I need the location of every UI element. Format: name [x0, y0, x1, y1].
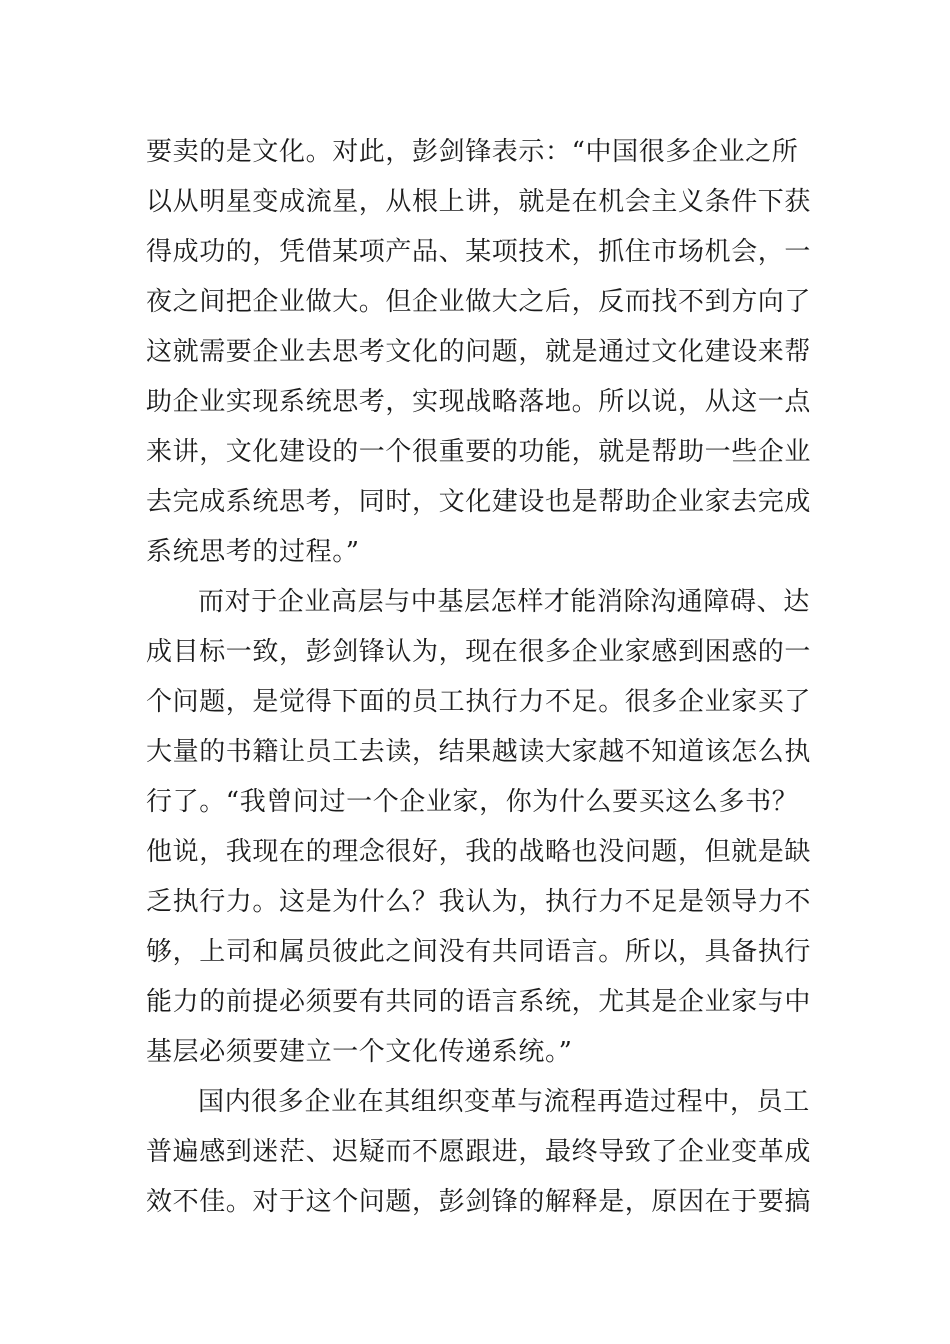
text-line: 成目标一致，彭剑锋认为，现在很多企业家感到困惑的一	[146, 637, 812, 667]
text-line: 够，上司和属员彼此之间没有共同语言。所以，具备执行	[146, 937, 812, 967]
text-line: 要卖的是文化。对此，彭剑锋表示：“中国很多企业之所	[146, 137, 799, 167]
text-line: 助企业实现系统思考，实现战略落地。所以说，从这一点	[146, 387, 812, 417]
text-line: 去完成系统思考，同时，文化建设也是帮助企业家去完成	[146, 487, 812, 517]
text-line: 他说，我现在的理念很好，我的战略也没问题，但就是缺	[146, 837, 812, 867]
text-line: 这就需要企业去思考文化的问题，就是通过文化建设来帮	[146, 337, 812, 367]
text-line: 效不佳。对于这个问题，彭剑锋的解释是，原因在于要搞	[146, 1187, 812, 1217]
text-line: 普遍感到迷茫、迟疑而不愿跟进，最终导致了企业变革成	[146, 1137, 812, 1167]
text-line: 能力的前提必须要有共同的语言系统，尤其是企业家与中	[146, 987, 812, 1017]
text-line: 夜之间把企业做大。但企业做大之后，反而找不到方向了	[146, 287, 812, 317]
text-line: 乏执行力。这是为什么？我认为，执行力不足是领导力不	[146, 887, 812, 917]
text-line: 系统思考的过程。”	[146, 537, 360, 567]
text-line: 得成功的，凭借某项产品、某项技术，抓住市场机会，一	[146, 237, 812, 267]
text-line: 大量的书籍让员工去读，结果越读大家越不知道该怎么执	[146, 737, 812, 767]
text-line: 来讲，文化建设的一个很重要的功能，就是帮助一些企业	[146, 437, 812, 467]
text-line: 个问题，是觉得下面的员工执行力不足。很多企业家买了	[146, 687, 812, 717]
paragraph-first-line: 国内很多企业在其组织变革与流程再造过程中，员工	[198, 1087, 810, 1117]
text-line: 基层必须要建立一个文化传递系统。”	[146, 1037, 573, 1067]
paragraph-first-line: 而对于企业高层与中基层怎样才能消除沟通障碍、达	[198, 587, 810, 617]
text-line: 以从明星变成流星，从根上讲，就是在机会主义条件下获	[146, 187, 812, 217]
text-line: 行了。“我曾问过一个企业家，你为什么要买这么多书？	[146, 787, 799, 817]
